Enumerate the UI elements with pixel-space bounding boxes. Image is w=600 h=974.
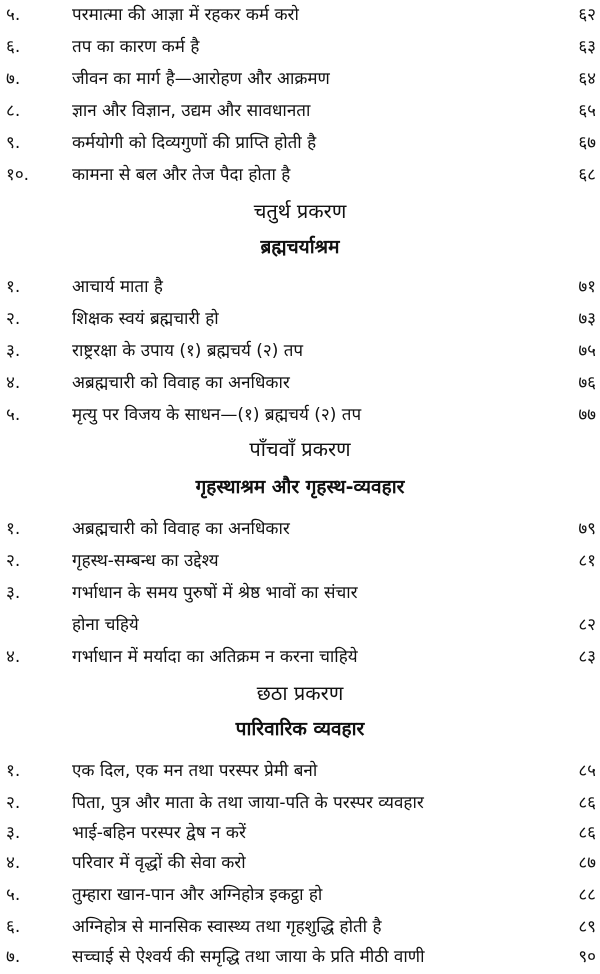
entry-number: ३. (6, 583, 21, 603)
entry-title: एक दिल, एक मन तथा परस्पर प्रेमी बनो (72, 761, 318, 781)
entry-title: कामना से बल और तेज पैदा होता है (72, 165, 291, 185)
chapter-heading: छठा प्रकरण (256, 681, 344, 705)
entry-page: ६५ (578, 101, 596, 121)
entry-title: ज्ञान और विज्ञान, उद्यम और सावधानता (72, 101, 311, 121)
entry-number: ८. (6, 101, 21, 121)
entry-page: ८३ (578, 647, 596, 667)
entry-title: अग्निहोत्र से मानसिक स्वास्थ्य तथा गृहशुद्धि होती है (72, 917, 382, 937)
entry-page: ६७ (578, 133, 596, 153)
entry-page: ७७ (578, 405, 596, 425)
toc-entry (0, 368, 600, 398)
entry-title: गर्भाधान के समय पुरुषों में श्रेष्ठ भावों का संचार (72, 583, 358, 603)
entry-page: ७५ (578, 341, 596, 361)
toc-entry (0, 514, 600, 544)
entry-title: अब्रह्मचारी को विवाह का अनधिकार (72, 373, 290, 393)
entry-number: ५. (6, 5, 21, 25)
chapter-subheading: पारिवारिक व्यवहार (235, 718, 365, 740)
entry-number: १. (6, 761, 21, 781)
entry-title: गर्भाधान में मर्यादा का अतिक्रम न करना चाहिये (72, 647, 358, 667)
entry-number: ४. (6, 647, 21, 667)
entry-number: २. (6, 551, 21, 571)
toc-entry (0, 788, 600, 818)
entry-number: १. (6, 277, 21, 297)
entry-page: ७३ (578, 309, 596, 329)
entry-number: ९. (6, 133, 21, 153)
toc-entry (0, 128, 600, 158)
entry-page: ९० (578, 947, 596, 967)
toc-entry (0, 546, 600, 576)
entry-number: १. (6, 519, 21, 539)
entry-page: ७१ (578, 277, 596, 297)
chapter-heading: चतुर्थ प्रकरण (253, 199, 347, 223)
entry-page: ८१ (578, 551, 596, 571)
entry-title: आचार्य माता है (72, 277, 163, 297)
chapter-subheading: ब्रह्मचर्याश्रम (260, 236, 340, 258)
entry-number: ६. (6, 917, 21, 937)
toc-entry (0, 848, 600, 878)
entry-title: तुम्हारा खान-पान और अग्निहोत्र इकट्ठा हो (72, 885, 323, 905)
entry-title: गृहस्थ-सम्बन्ध का उद्देश्य (72, 551, 219, 571)
entry-number: ७. (6, 69, 21, 89)
toc-entry (0, 96, 600, 126)
toc-entry (0, 818, 600, 848)
entry-title: सच्चाई से ऐश्वर्य की समृद्धि तथा जाया के प्रति मीठी वाणी (72, 947, 425, 967)
entry-page: ८६ (578, 823, 596, 843)
entry-page: ८५ (578, 761, 596, 781)
entry-page: ८२ (578, 615, 596, 635)
entry-title: जीवन का मार्ग है—आरोहण और आक्रमण (72, 69, 330, 89)
entry-number: ४. (6, 373, 21, 393)
entry-number: ३. (6, 823, 21, 843)
entry-number: ४. (6, 853, 21, 873)
entry-number: ५. (6, 405, 21, 425)
toc-entry (0, 642, 600, 672)
toc-entry-continuation (0, 610, 600, 640)
toc-entry (0, 756, 600, 786)
chapter-subheading: गृहस्थाश्रम और गृहस्थ-व्यवहार (195, 476, 405, 498)
entry-title: परिवार में वृद्धों की सेवा करो (72, 853, 246, 873)
toc-entry (0, 32, 600, 62)
entry-title-continuation: होना चहिये (72, 615, 139, 635)
entry-page: ६३ (578, 37, 596, 57)
entry-page: ८६ (578, 793, 596, 813)
entry-page: ७६ (578, 373, 596, 393)
toc-entry (0, 160, 600, 190)
entry-title: भाई-बहिन परस्पर द्वेष न करें (72, 823, 246, 843)
entry-number: ३. (6, 341, 21, 361)
toc-entry (0, 304, 600, 334)
entry-page: ८९ (578, 917, 596, 937)
toc-entry (0, 942, 600, 972)
entry-title: शिक्षक स्वयं ब्रह्मचारी हो (72, 309, 219, 329)
entry-number: २. (6, 309, 21, 329)
entry-number: १०. (6, 165, 30, 185)
entry-page: ६८ (578, 165, 596, 185)
entry-title: पिता, पुत्र और माता के तथा जाया-पति के परस्पर व्यवहार (72, 793, 424, 813)
entry-number: २. (6, 793, 21, 813)
chapter-heading: पाँचवाँ प्रकरण (249, 437, 351, 461)
entry-title: तप का कारण कर्म है (72, 37, 200, 57)
toc-entry (0, 880, 600, 910)
entry-number: ७. (6, 947, 21, 967)
entry-page: ८८ (578, 885, 596, 905)
toc-entry (0, 0, 600, 30)
entry-title: राष्ट्ररक्षा के उपाय (१) ब्रह्मचर्य (२) तप (72, 341, 304, 361)
toc-entry (0, 272, 600, 302)
entry-number: ५. (6, 885, 21, 905)
entry-page: ७९ (578, 519, 596, 539)
entry-title: मृत्यु पर विजय के साधन—(१) ब्रह्मचर्य (२) तप (72, 405, 362, 425)
entry-title: अब्रह्मचारी को विवाह का अनधिकार (72, 519, 290, 539)
entry-title: परमात्मा की आज्ञा में रहकर कर्म करो (72, 5, 299, 25)
entry-page: ६४ (578, 69, 596, 89)
toc-entry (0, 64, 600, 94)
toc-entry (0, 336, 600, 366)
toc-entry (0, 578, 600, 608)
entry-title: कर्मयोगी को दिव्यगुणों की प्राप्ति होती है (72, 133, 317, 153)
entry-number: ६. (6, 37, 21, 57)
toc-entry (0, 912, 600, 942)
entry-page: ६२ (578, 5, 596, 25)
toc-entry (0, 400, 600, 430)
entry-page: ८७ (578, 853, 596, 873)
